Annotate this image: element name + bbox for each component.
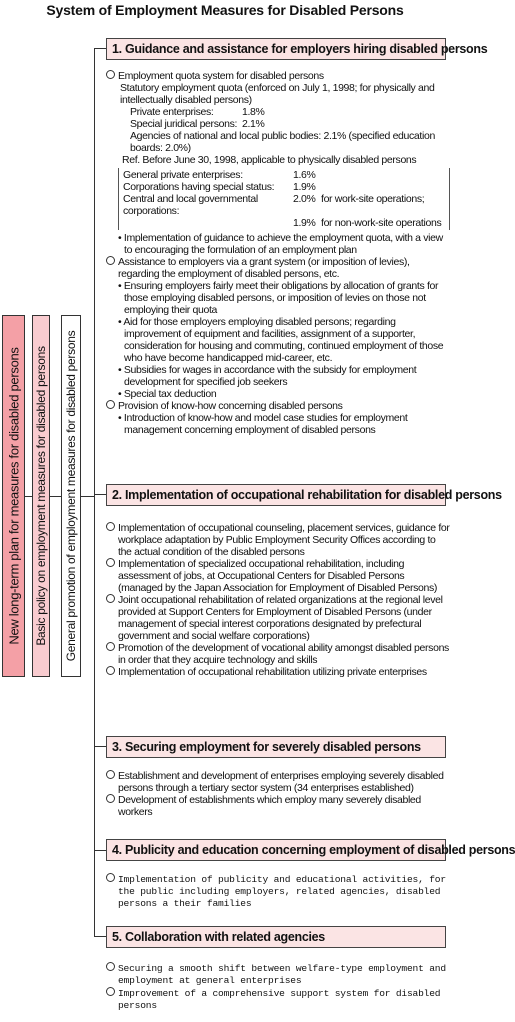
circle-bullet-icon (106, 256, 115, 265)
list-item: Joint occupational rehabilitation of related organizations at the regional level provided at Support Centers for Employment of Disabled Persons (under management of special interest corporations designated by prefectural government and social welfare corporations) (106, 594, 450, 642)
reference-bracket: General private enterprises: 1.6% Corporations having special status: 1.9% Central and local governmental corporations: 2.0% for work-site operations; 1.9% for non-work-site operations (118, 168, 450, 230)
section-3-heading: 3. Securing employment for severely disabled persons (106, 736, 446, 758)
list-item: Implementation of occupational rehabilitation utilizing private enterprises (106, 666, 450, 678)
quota-system-text: Employment quota system for disabled persons (118, 70, 324, 82)
long-term-plan-label: New long-term plan for measures for disabled persons (6, 347, 21, 645)
special-juridical-row: Special juridical persons: 2.1% (130, 118, 265, 130)
section-4-heading: 4. Publicity and education concerning employment of disabled persons (106, 839, 446, 861)
list-item: Establishment and development of enterprises employing severely disabled persons through a tertiary sector system (34 enterprises established) (106, 770, 450, 794)
general-promotion-label: General promotion of employment measures for disabled persons (64, 330, 78, 662)
section-4-body (106, 873, 450, 910)
circle-bullet-icon (106, 522, 115, 531)
circle-bullet-icon (106, 558, 115, 567)
section-3-body (106, 770, 450, 818)
branch-line-1 (94, 48, 106, 49)
circle-bullet-icon (106, 594, 115, 603)
section-5-heading: 5. Collaboration with related agencies (106, 926, 446, 948)
circle-bullet-icon (106, 962, 115, 971)
connector-h-1 (25, 496, 32, 497)
connector-h-3 (81, 496, 94, 497)
list-item: Promotion of the development of vocational ability amongst disabled persons in order that they acquire technology and skills (106, 642, 450, 666)
list-item: Implementation of specialized occupational rehabilitation, including assessment of jobs, at Occupational Centers for Disabled Persons (managed by the Japan Association for Employment of Disabled Persons) (106, 558, 450, 594)
list-item: Implementation of publicity and educational activities, for the public including employers, related agencies, disabled persons a their families (106, 873, 450, 910)
branch-line-5 (94, 936, 106, 937)
circle-bullet-icon (106, 70, 115, 79)
list-item: Assistance to employers via a grant system (or imposition of levies), regarding the employment of disabled persons, etc. (106, 256, 450, 280)
connector-h-2 (50, 496, 61, 497)
list-item: Provision of know-how concerning disabled persons (106, 400, 450, 412)
circle-bullet-icon (106, 873, 115, 882)
branch-line-3 (94, 746, 106, 747)
list-item: Improvement of a comprehensive support system for disabled persons (106, 987, 450, 1012)
circle-bullet-icon (106, 666, 115, 675)
trunk-line (94, 48, 95, 936)
section-1-body (106, 70, 450, 436)
section-5-body (106, 962, 450, 1012)
bullet-item: • Special tax deduction (118, 388, 217, 400)
list-item: Development of establishments which employ many severely disabled workers (106, 794, 450, 818)
long-term-plan-box (2, 315, 25, 677)
bullet-item: • Aid for those employers employing disabled persons; regarding improvement of equipment and facilities, assignment of a supporter, consideration for housing and commuting, continued employment of those who have become handicapped mid-career, etc. (118, 316, 444, 364)
statutory-quota-text: Statutory employment quota (enforced on July 1, 1998; for physically and intellectually disabled persons) (120, 82, 435, 106)
list-item (106, 70, 450, 82)
bullet-item: • Subsidies for wages in accordance with the subsidy for employment development for specified job seekers (118, 364, 417, 388)
reference-text: Ref. Before June 30, 1998, applicable to physically disabled persons (122, 154, 417, 166)
bullet-item: • Ensuring employers fairly meet their obligations by allocation of grants for those employing disabled persons, or imposition of levies on those not employing their quota (118, 280, 439, 316)
basic-policy-label: Basic policy on employment measures for disabled persons (34, 346, 48, 646)
circle-bullet-icon (106, 770, 115, 779)
section-2-heading: 2. Implementation of occupational rehabilitation for disabled persons (106, 484, 446, 506)
section-2-body (106, 522, 450, 678)
diagram-title: System of Employment Measures for Disabled Persons (46, 2, 404, 18)
general-promotion-box (61, 315, 81, 677)
circle-bullet-icon (106, 642, 115, 651)
bullet-item: • Introduction of know-how and model case studies for employment management concerning employment of disabled persons (118, 412, 408, 436)
circle-bullet-icon (106, 794, 115, 803)
branch-line-4 (94, 850, 106, 851)
list-item: Implementation of occupational counseling, placement services, guidance for workplace adaptation by Public Employment Security Offices according to the actual condition of the disabled persons (106, 522, 450, 558)
circle-bullet-icon (106, 400, 115, 409)
agencies-text: Agencies of national and local public bodies: 2.1% (specified education boards: 2.0%) (130, 130, 435, 154)
section-1-heading: 1. Guidance and assistance for employers hiring disabled persons (106, 38, 446, 60)
private-enterprises-row: Private enterprises: 1.8% (130, 106, 265, 118)
basic-policy-box (32, 315, 50, 677)
circle-bullet-icon (106, 987, 115, 996)
list-item: Securing a smooth shift between welfare-type employment and employment at general enterprises (106, 962, 450, 987)
guidance-text: • Implementation of guidance to achieve the employment quota, with a view to encouraging the formulation of an employment plan (118, 232, 443, 256)
branch-line-2 (94, 494, 106, 495)
